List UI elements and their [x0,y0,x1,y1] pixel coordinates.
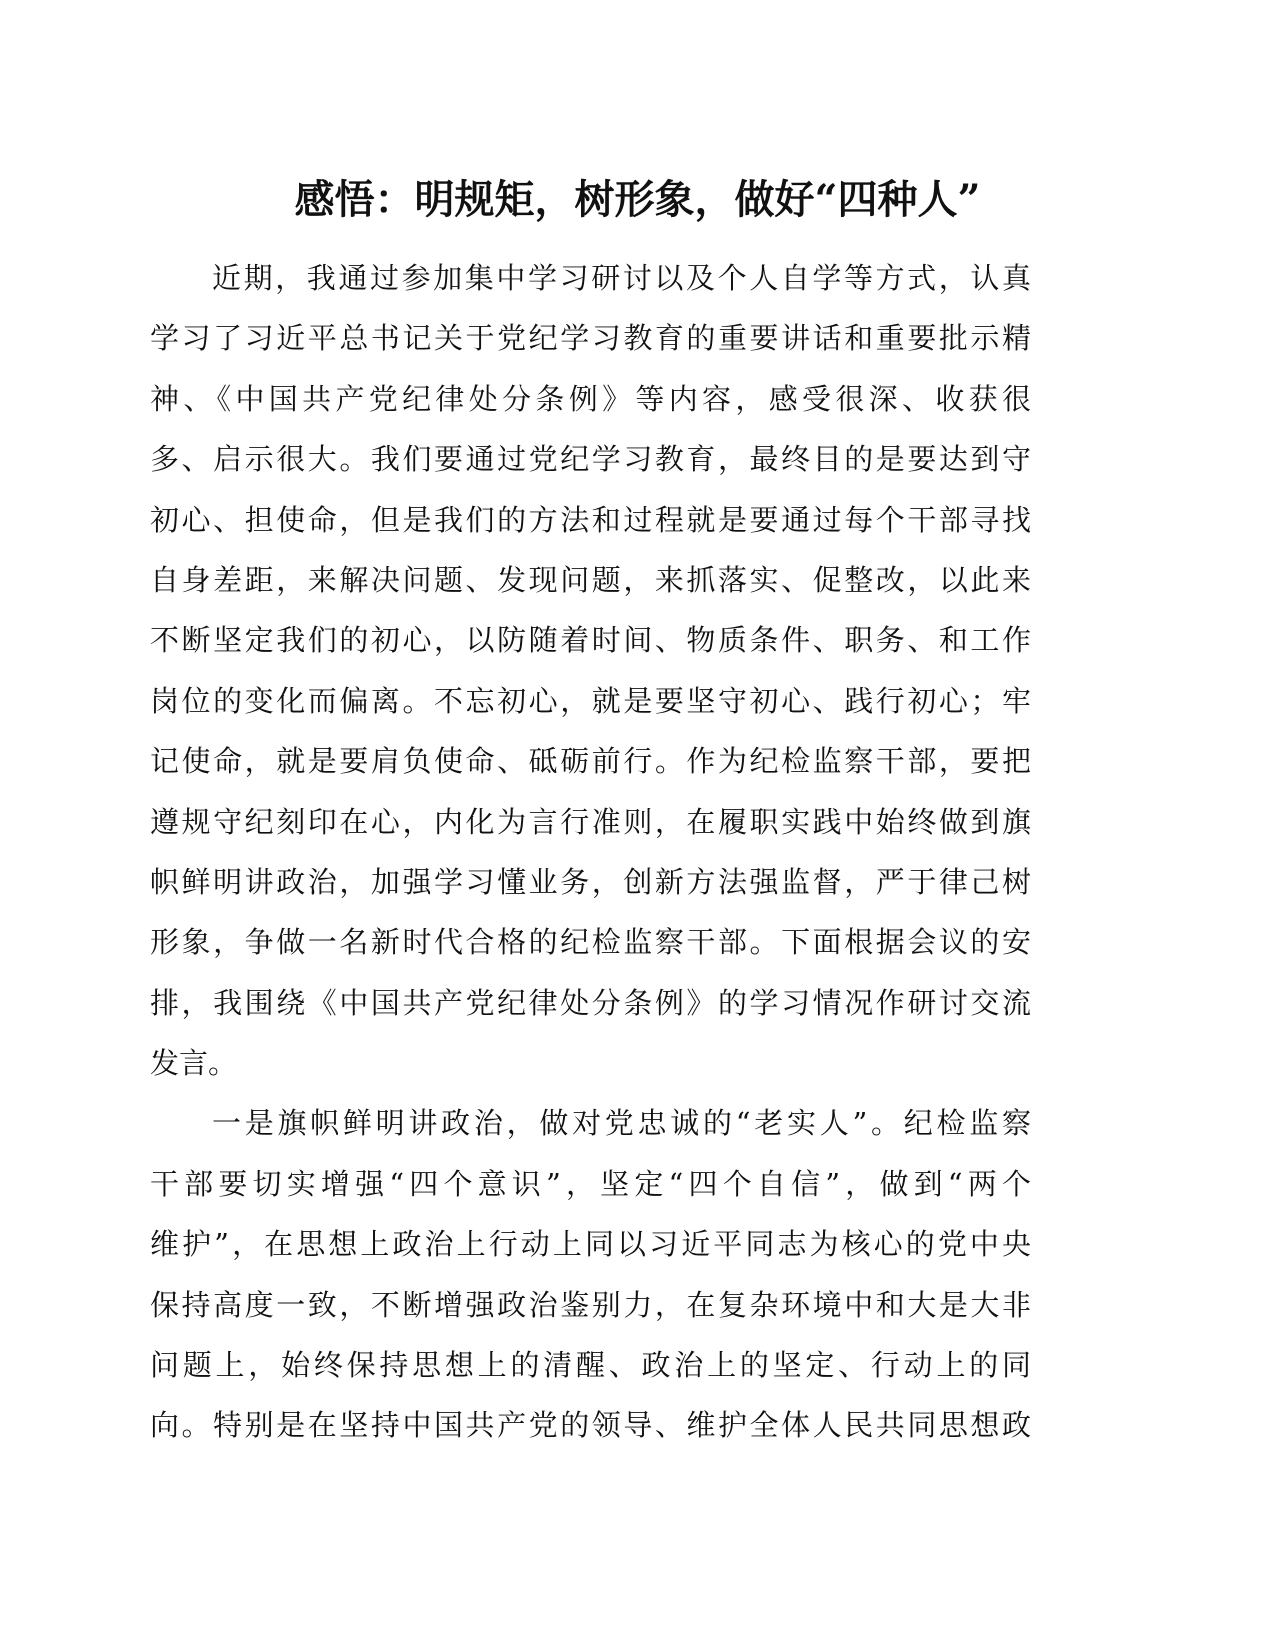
text-line: 发言。 [150,1046,238,1081]
text-line: 帜鲜明讲政治，加强学习懂业务，创新方法强监督，严于律己树 [150,864,1031,899]
text-line: 近期，我通过参加集中学习研讨以及个人自学等方式，认真 [212,261,1031,295]
text-line: 记使命，就是要肩负使命、砥砺前行。作为纪检监察干部，要把 [150,744,1031,779]
text-line: 遵规守纪刻印在心，内化为言行准则，在履职实践中始终做到旗 [150,804,1031,839]
text-line: 保持高度一致，不断增强政治鉴别力，在复杂环境中和大是大非 [150,1287,1031,1322]
text-line: 排，我围绕《中国共产党纪律处分条例》的学习情况作研讨交流 [150,985,1031,1020]
text-line: 学习了习近平总书记关于党纪学习教育的重要讲话和重要批示精 [150,321,1031,356]
text-line: 干部要切实增强“四个意识”，坚定“四个自信”，做到“两个 [150,1166,1031,1201]
text-line: 初心、担使命，但是我们的方法和过程就是要通过每个干部寻找 [150,502,1031,537]
text-line: 维护”，在思想上政治上行动上同以习近平同志为核心的党中央 [150,1227,1031,1262]
text-line: 岗位的变化而偏离。不忘初心，就是要坚守初心、践行初心；牢 [150,683,1031,718]
text-line: 神、《中国共产党纪律处分条例》等内容，感受很深、收获很 [150,381,1031,416]
text-line: 自身差距，来解决问题、发现问题，来抓落实、促整改，以此来 [150,562,1031,597]
text-line: 形象，争做一名新时代合格的纪检监察干部。下面根据会议的安 [150,925,1031,960]
text-line: 一是旗帜鲜明讲政治，做对党忠诚的“老实人”。纪检监察 [212,1106,1031,1141]
document-title: 感悟：明规矩，树形象，做好“四种人” [294,176,981,223]
text-line: 多、启示很大。我们要通过党纪学习教育，最终目的是要达到守 [150,442,1031,477]
document-body [150,248,1031,1456]
text-line: 问题上，始终保持思想上的清醒、政治上的坚定、行动上的同 [150,1348,1031,1383]
text-line: 向。特别是在坚持中国共产党的领导、维护全体人民共同思想政 [150,1408,1031,1443]
text-line: 不断坚定我们的初心，以防随着时间、物质条件、职务、和工作 [150,623,1031,658]
